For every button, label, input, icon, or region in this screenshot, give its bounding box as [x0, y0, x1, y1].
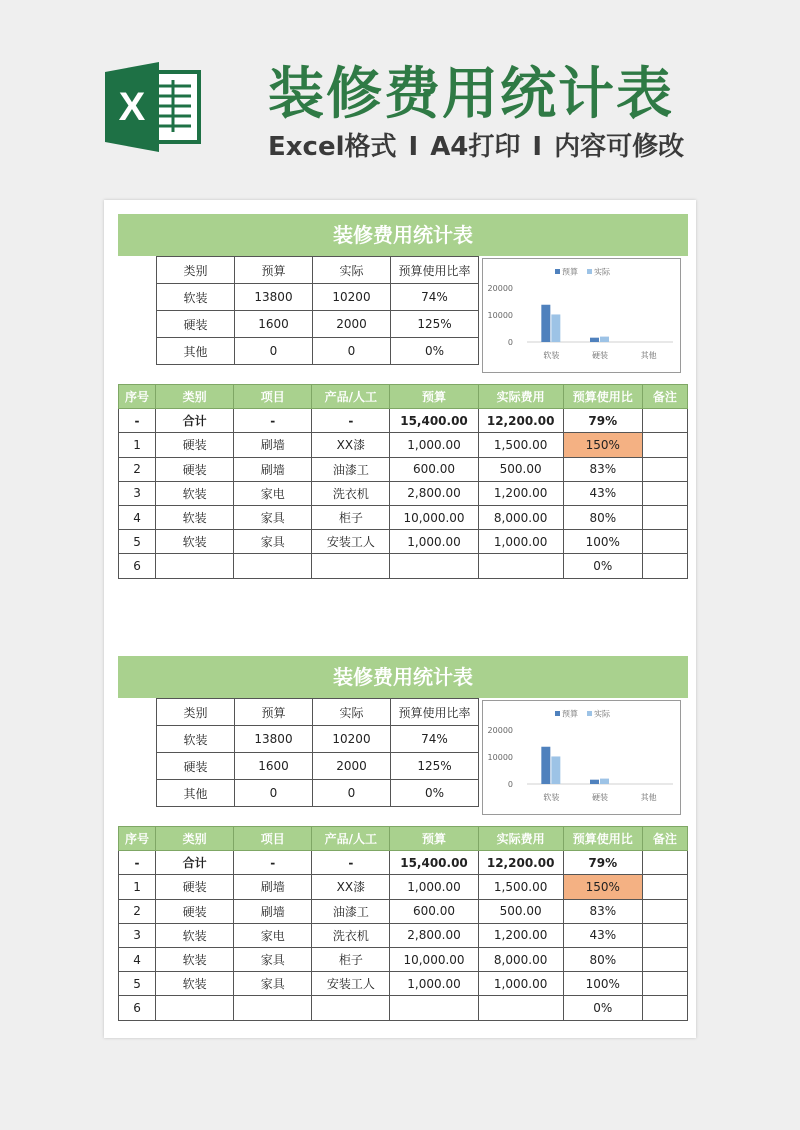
cell[interactable]	[642, 851, 687, 875]
cell[interactable]	[642, 409, 687, 433]
summary-table	[156, 256, 479, 365]
summary-row	[157, 338, 479, 365]
section-title: 装修费用统计表	[118, 214, 688, 256]
legend-swatch	[555, 269, 560, 274]
header-cell-actual[interactable]: 实际费用	[478, 385, 563, 409]
summary-header-cell[interactable]: 预算	[235, 699, 313, 726]
cell[interactable]: 79%	[563, 409, 642, 433]
y-tick-label: 20000	[487, 726, 513, 735]
table-row	[119, 554, 688, 578]
subtitle-format: Excel格式	[268, 132, 397, 162]
cell[interactable]: 软装	[156, 481, 234, 505]
cell[interactable]: 1,000.00	[478, 972, 563, 996]
cell[interactable]: 硬装	[156, 875, 234, 899]
cell[interactable]: 1,000.00	[478, 530, 563, 554]
page-title: 装修费用统计表	[268, 62, 674, 127]
cell[interactable]: 2	[119, 457, 156, 481]
cell[interactable]: 家电	[234, 923, 312, 947]
summary-cell[interactable]: 硬装	[157, 753, 235, 780]
cell[interactable]: 43%	[563, 923, 642, 947]
cell[interactable]: 刷墙	[234, 899, 312, 923]
cell[interactable]	[642, 899, 687, 923]
cell[interactable]: 600.00	[390, 899, 478, 923]
summary-cell[interactable]: 1600	[235, 311, 313, 338]
summary-header-cell[interactable]: 类别	[157, 257, 235, 284]
legend-swatch	[587, 269, 592, 274]
summary-cell[interactable]: 0%	[391, 338, 479, 365]
cell[interactable]: 12,200.00	[478, 409, 563, 433]
cell[interactable]: 软装	[156, 505, 234, 529]
cell[interactable]: 0%	[563, 554, 642, 578]
table-row	[119, 947, 688, 971]
bar-chart	[483, 259, 680, 372]
legend-swatch	[555, 711, 560, 716]
bar-actual	[600, 779, 609, 784]
header-cell-index[interactable]: 序号	[119, 827, 156, 851]
cell[interactable]	[642, 972, 687, 996]
cell[interactable]	[156, 996, 234, 1020]
bar-budget	[541, 305, 550, 342]
cell[interactable]: 1,500.00	[478, 433, 563, 457]
cell[interactable]: 合计	[156, 851, 234, 875]
cell[interactable]: 500.00	[478, 457, 563, 481]
cell[interactable]: 硬装	[156, 899, 234, 923]
excel-logo-icon	[105, 62, 205, 152]
summary-header-cell[interactable]: 类别	[157, 699, 235, 726]
y-tick-label: 0	[507, 780, 513, 789]
cell[interactable]: 0%	[563, 996, 642, 1020]
summary-cell[interactable]: 1600	[235, 753, 313, 780]
table-row	[119, 899, 688, 923]
cell[interactable]: 软装	[156, 923, 234, 947]
summary-cell[interactable]: 125%	[391, 311, 479, 338]
cell[interactable]: 洗衣机	[312, 481, 390, 505]
summary-header-cell[interactable]: 预算	[235, 257, 313, 284]
bar-chart	[483, 701, 680, 814]
cell[interactable]: 100%	[563, 530, 642, 554]
total-row	[119, 851, 688, 875]
cell[interactable]: 5	[119, 972, 156, 996]
summary-cell[interactable]: 2000	[313, 311, 391, 338]
cell[interactable]: 500.00	[478, 899, 563, 923]
cell[interactable]: -	[234, 409, 312, 433]
x-tick-label: 硬装	[592, 793, 608, 802]
summary-header-cell[interactable]: 预算使用比率	[391, 257, 479, 284]
cell-over-budget[interactable]: 150%	[563, 433, 642, 457]
header-cell-category[interactable]: 类别	[156, 385, 234, 409]
y-tick-label: 0	[507, 338, 513, 347]
cell[interactable]	[478, 996, 563, 1020]
cell[interactable]: 15,400.00	[390, 409, 478, 433]
cell[interactable]: 1	[119, 433, 156, 457]
cost-section-2	[118, 656, 688, 1015]
table-row	[119, 530, 688, 554]
cell[interactable]	[642, 875, 687, 899]
cell[interactable]: 家具	[234, 972, 312, 996]
cell[interactable]: 5	[119, 530, 156, 554]
cell[interactable]: 83%	[563, 899, 642, 923]
cell[interactable]: -	[312, 851, 390, 875]
summary-header-cell[interactable]: 实际	[313, 257, 391, 284]
cell[interactable]: 80%	[563, 505, 642, 529]
summary-row	[157, 726, 479, 753]
x-tick-label: 其他	[640, 351, 657, 360]
cell[interactable]: 软装	[156, 947, 234, 971]
cell[interactable]: -	[234, 851, 312, 875]
cell[interactable]: 油漆工	[312, 899, 390, 923]
cell[interactable]: 合计	[156, 409, 234, 433]
subtitle-print: A4打印	[430, 132, 521, 162]
budget-chart[interactable]	[482, 700, 681, 815]
header-cell-item[interactable]: 项目	[234, 385, 312, 409]
cell[interactable]: 1,000.00	[390, 875, 478, 899]
table-row	[119, 457, 688, 481]
header-cell-note[interactable]: 备注	[642, 827, 687, 851]
cell[interactable]: 8,000.00	[478, 505, 563, 529]
x-tick-label: 其他	[640, 793, 657, 802]
cell[interactable]	[312, 996, 390, 1020]
cost-section-1	[118, 214, 688, 573]
cell[interactable]: 8,000.00	[478, 947, 563, 971]
cell[interactable]: 2,800.00	[390, 481, 478, 505]
legend-label: 实际	[594, 267, 610, 277]
x-tick-label: 硬装	[592, 351, 608, 360]
subtitle-separator: I	[408, 132, 419, 162]
cell[interactable]: 100%	[563, 972, 642, 996]
y-tick-label: 10000	[487, 311, 513, 320]
summary-cell[interactable]: 74%	[391, 726, 479, 753]
cell[interactable]	[234, 554, 312, 578]
summary-header-row	[157, 257, 479, 284]
cell[interactable]: 油漆工	[312, 457, 390, 481]
header-cell-note[interactable]: 备注	[642, 385, 687, 409]
total-row	[119, 409, 688, 433]
cell[interactable]: 79%	[563, 851, 642, 875]
cell[interactable]: 4	[119, 505, 156, 529]
summary-header-cell[interactable]: 实际	[313, 699, 391, 726]
summary-header-cell[interactable]: 预算使用比率	[391, 699, 479, 726]
cell[interactable]: 软装	[156, 530, 234, 554]
cell[interactable]: 柜子	[312, 505, 390, 529]
y-tick-label: 10000	[487, 753, 513, 762]
cell[interactable]: 1	[119, 875, 156, 899]
detail-header-row	[119, 827, 688, 851]
cell[interactable]	[390, 554, 478, 578]
summary-cell[interactable]: 0	[235, 338, 313, 365]
cell[interactable]: 1,000.00	[390, 433, 478, 457]
excel-letter: X	[118, 85, 146, 129]
bar-budget	[590, 338, 599, 342]
cell[interactable]	[642, 554, 687, 578]
cell[interactable]: 软装	[156, 972, 234, 996]
cell[interactable]	[234, 996, 312, 1020]
cell[interactable]	[642, 530, 687, 554]
summary-cell[interactable]: 2000	[313, 753, 391, 780]
table-row	[119, 972, 688, 996]
bar-budget	[541, 747, 550, 784]
subtitle-separator: I	[532, 132, 543, 162]
summary-cell[interactable]: 其他	[157, 780, 235, 807]
header-cell-actual[interactable]: 实际费用	[478, 827, 563, 851]
summary-row	[157, 311, 479, 338]
cell[interactable]: 15,400.00	[390, 851, 478, 875]
cell[interactable]	[478, 554, 563, 578]
summary-cell[interactable]: 其他	[157, 338, 235, 365]
table-row	[119, 433, 688, 457]
cell[interactable]	[642, 947, 687, 971]
cell[interactable]: 安装工人	[312, 530, 390, 554]
cell[interactable]	[642, 481, 687, 505]
cell[interactable]: 1,200.00	[478, 481, 563, 505]
cell[interactable]: 6	[119, 554, 156, 578]
summary-cell[interactable]: 13800	[235, 284, 313, 311]
summary-row	[157, 780, 479, 807]
x-tick-label: 软装	[543, 351, 560, 360]
cell[interactable]: 柜子	[312, 947, 390, 971]
summary-cell[interactable]: 10200	[313, 284, 391, 311]
header-cell-index[interactable]: 序号	[119, 385, 156, 409]
section-title: 装修费用统计表	[118, 656, 688, 698]
cell[interactable]: -	[119, 409, 156, 433]
cell[interactable]: 刷墙	[234, 457, 312, 481]
cell[interactable]	[390, 996, 478, 1020]
summary-cell[interactable]: 125%	[391, 753, 479, 780]
header-cell-budget[interactable]: 预算	[390, 385, 478, 409]
subtitle-editable: 内容可修改	[554, 132, 685, 162]
summary-cell[interactable]: 13800	[235, 726, 313, 753]
detail-header-row	[119, 385, 688, 409]
header-cell-product[interactable]: 产品/人工	[312, 827, 390, 851]
x-tick-label: 软装	[543, 793, 560, 802]
cell[interactable]: 12,200.00	[478, 851, 563, 875]
cell[interactable]: 3	[119, 923, 156, 947]
cell[interactable]: XX漆	[312, 875, 390, 899]
cell[interactable]: 硬装	[156, 433, 234, 457]
header-cell-category[interactable]: 类别	[156, 827, 234, 851]
header-cell-budget[interactable]: 预算	[390, 827, 478, 851]
summary-header-row	[157, 699, 479, 726]
cell[interactable]: 6	[119, 996, 156, 1020]
detail-table	[118, 384, 688, 579]
bar-budget	[590, 780, 599, 784]
summary-cell[interactable]: 10200	[313, 726, 391, 753]
cell[interactable]: 家具	[234, 505, 312, 529]
cell[interactable]	[312, 554, 390, 578]
table-row	[119, 923, 688, 947]
cell[interactable]: 1,500.00	[478, 875, 563, 899]
cell[interactable]: 洗衣机	[312, 923, 390, 947]
cell[interactable]: 1,200.00	[478, 923, 563, 947]
table-row	[119, 481, 688, 505]
summary-cell[interactable]: 0%	[391, 780, 479, 807]
cell[interactable]: 家电	[234, 481, 312, 505]
summary-table	[156, 698, 479, 807]
cell[interactable]: 600.00	[390, 457, 478, 481]
cell[interactable]: 83%	[563, 457, 642, 481]
subtitle	[268, 126, 684, 163]
y-tick-label: 20000	[487, 284, 513, 293]
cell[interactable]: 安装工人	[312, 972, 390, 996]
cell[interactable]	[642, 457, 687, 481]
table-row	[119, 875, 688, 899]
cell[interactable]: 2,800.00	[390, 923, 478, 947]
summary-cell[interactable]: 0	[235, 780, 313, 807]
cell[interactable]	[642, 996, 687, 1020]
header-cell-ratio[interactable]: 预算使用比	[563, 385, 642, 409]
summary-cell[interactable]: 软装	[157, 726, 235, 753]
header-cell-item[interactable]: 项目	[234, 827, 312, 851]
cell[interactable]: 43%	[563, 481, 642, 505]
cell[interactable]: 10,000.00	[390, 505, 478, 529]
table-row	[119, 505, 688, 529]
cell[interactable]: 刷墙	[234, 875, 312, 899]
summary-cell[interactable]: 0	[313, 338, 391, 365]
legend-swatch	[587, 711, 592, 716]
legend-label: 预算	[562, 267, 578, 277]
legend-label: 实际	[594, 709, 610, 719]
cell[interactable]: 家具	[234, 530, 312, 554]
bar-actual	[551, 756, 560, 784]
header-cell-product[interactable]: 产品/人工	[312, 385, 390, 409]
budget-chart[interactable]	[482, 258, 681, 373]
table-row	[119, 996, 688, 1020]
summary-cell[interactable]: 硬装	[157, 311, 235, 338]
cell[interactable]: 10,000.00	[390, 947, 478, 971]
cell[interactable]: 1,000.00	[390, 972, 478, 996]
summary-cell[interactable]: 软装	[157, 284, 235, 311]
summary-cell[interactable]: 74%	[391, 284, 479, 311]
cell[interactable]: 1,000.00	[390, 530, 478, 554]
summary-row	[157, 753, 479, 780]
summary-row	[157, 284, 479, 311]
cell[interactable]	[642, 923, 687, 947]
cell[interactable]: XX漆	[312, 433, 390, 457]
cell[interactable]: 硬装	[156, 457, 234, 481]
summary-cell[interactable]: 0	[313, 780, 391, 807]
bar-actual	[600, 337, 609, 342]
cell-over-budget[interactable]: 150%	[563, 875, 642, 899]
cell[interactable]: 2	[119, 899, 156, 923]
cell[interactable]: 4	[119, 947, 156, 971]
header-cell-ratio[interactable]: 预算使用比	[563, 827, 642, 851]
cell[interactable]	[642, 505, 687, 529]
cell[interactable]	[642, 433, 687, 457]
cell[interactable]: -	[312, 409, 390, 433]
page-header	[0, 0, 800, 200]
cell[interactable]: 80%	[563, 947, 642, 971]
bar-actual	[551, 314, 560, 342]
detail-table	[118, 826, 688, 1021]
cell[interactable]	[156, 554, 234, 578]
cell[interactable]: 家具	[234, 947, 312, 971]
spreadsheet-page	[104, 200, 696, 1038]
cell[interactable]: 刷墙	[234, 433, 312, 457]
cell[interactable]: -	[119, 851, 156, 875]
legend-label: 预算	[562, 709, 578, 719]
cell[interactable]: 3	[119, 481, 156, 505]
